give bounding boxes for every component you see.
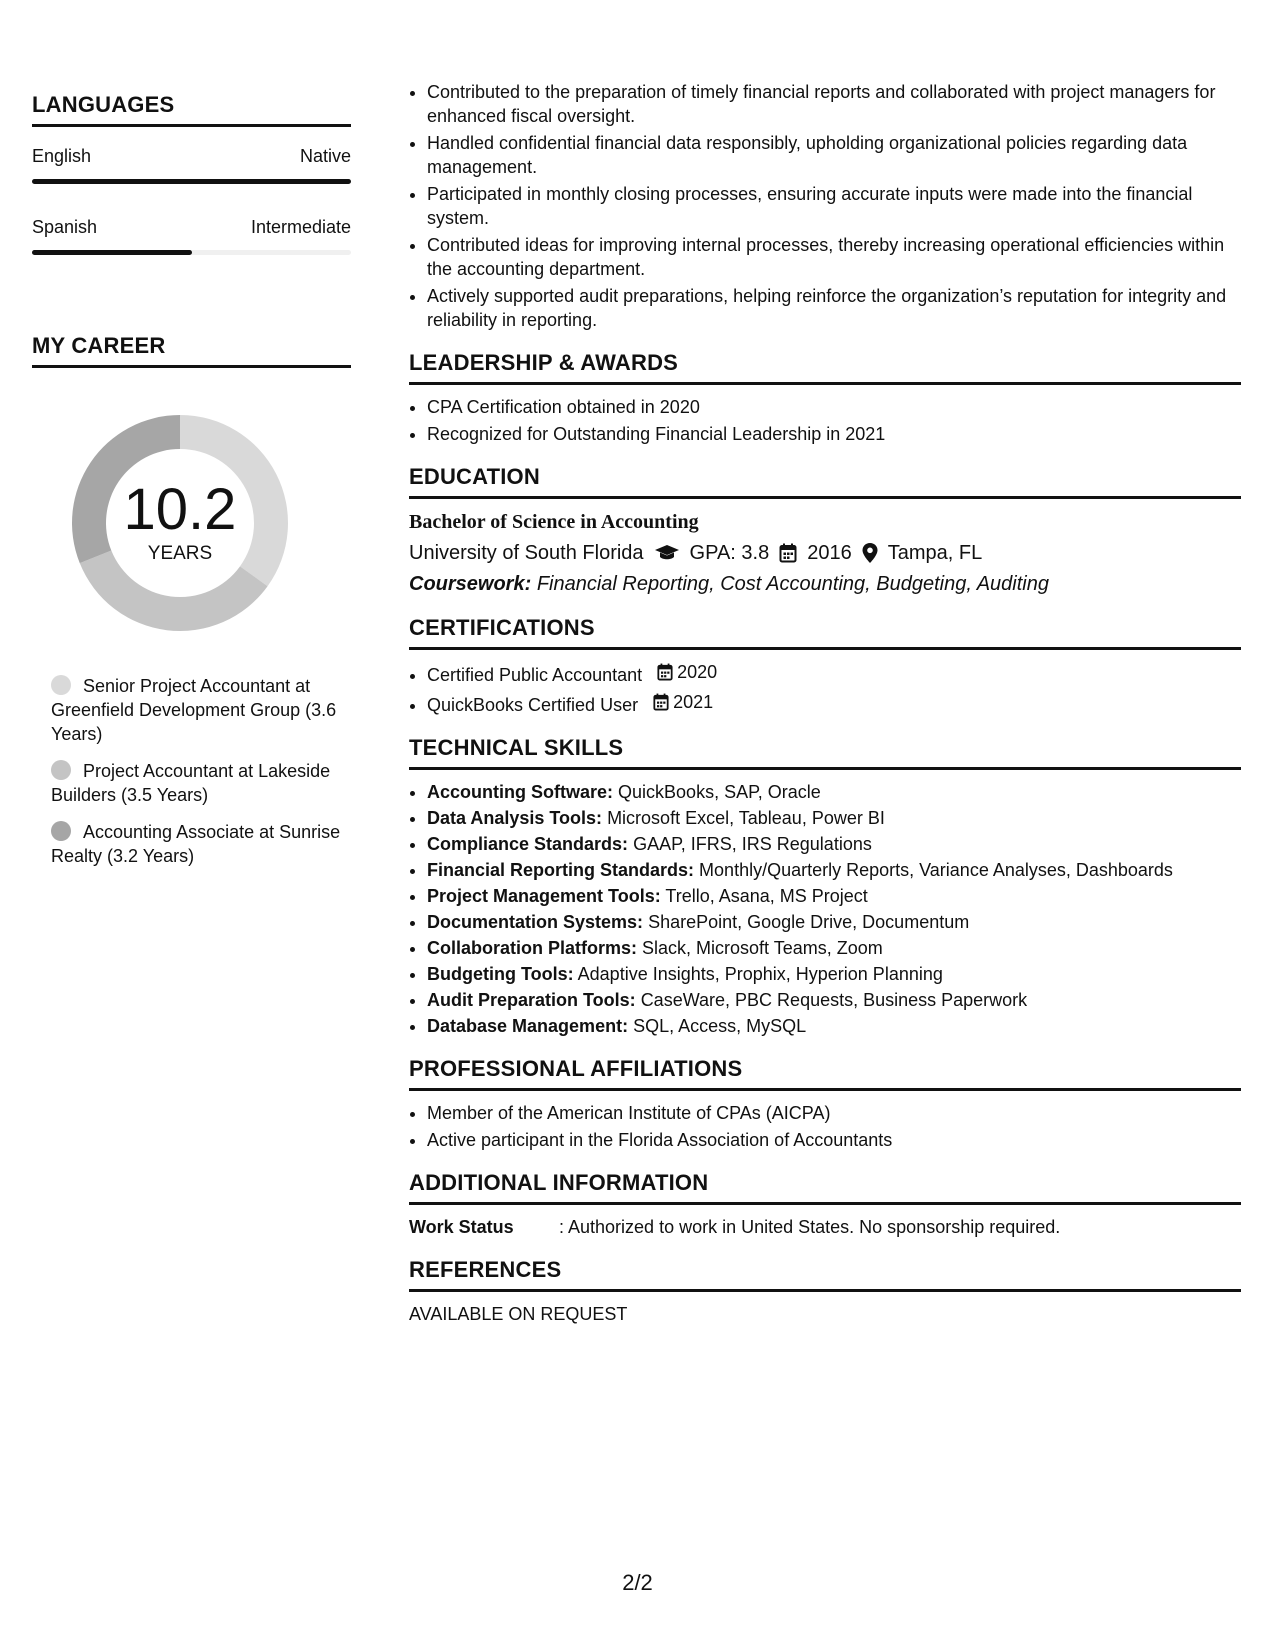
certification-year: 2020 — [677, 662, 718, 682]
experience-bullet: • Handled confidential financial data responsibly, upholding organizational policies regarding data management. — [427, 131, 1241, 179]
section-divider — [409, 1088, 1241, 1091]
skill-label: Collaboration Platforms: — [427, 938, 638, 958]
certification-item — [427, 660, 1241, 687]
experience-bullet: • Contributed to the preparation of timely financial reports and collaborated with project managers for enhanced fiscal oversight. — [427, 80, 1241, 128]
skill-label: Project Management Tools: — [427, 886, 661, 906]
graduation-cap-icon — [654, 544, 680, 562]
language-bar — [32, 179, 351, 184]
education-year: 2016 — [807, 542, 852, 564]
skill-item — [427, 936, 1241, 960]
skill-item — [427, 910, 1241, 934]
left-column — [32, 92, 351, 881]
skill-value: GAAP, IFRS, IRS Regulations — [633, 834, 872, 854]
experience-bullet: • Contributed ideas for improving internal processes, thereby increasing operational efficiencies within the accounting department. — [427, 233, 1241, 281]
language-name: Spanish — [32, 217, 98, 237]
experience-bullet: • Participated in monthly closing processes, ensuring accurate inputs were made into the financial system. — [427, 182, 1241, 230]
leadership-title: LEADERSHIP & AWARDS — [409, 350, 679, 375]
legend-item — [51, 674, 351, 746]
skill-value: Slack, Microsoft Teams, Zoom — [642, 938, 883, 958]
legend-swatch — [51, 675, 71, 695]
additional-title: ADDITIONAL INFORMATION — [409, 1170, 709, 1195]
references-text: AVAILABLE ON REQUEST — [409, 1304, 628, 1324]
skill-item — [427, 832, 1241, 856]
work-status-value: : Authorized to work in United States. No sponsorship required. — [559, 1217, 1061, 1237]
language-item — [32, 145, 351, 184]
legend-swatch — [51, 760, 71, 780]
certification-name: Certified Public Accountant — [427, 665, 643, 685]
calendar-icon — [779, 543, 797, 563]
skill-label: Financial Reporting Standards: — [427, 860, 695, 880]
education-section — [409, 464, 1241, 597]
skill-item — [427, 806, 1241, 830]
affiliations-title: PROFESSIONAL AFFILIATIONS — [409, 1056, 743, 1081]
right-column — [409, 80, 1241, 1326]
certification-item — [427, 690, 1241, 717]
skill-value: Trello, Asana, MS Project — [665, 886, 868, 906]
language-name: English — [32, 146, 92, 166]
section-divider — [32, 124, 351, 127]
education-gpa: GPA: 3.8 — [689, 542, 770, 564]
calendar-icon — [653, 693, 669, 711]
language-bar-fill — [32, 179, 351, 184]
references-section — [409, 1257, 1241, 1326]
career-total-years: 10.2 — [123, 477, 237, 542]
references-title: REFERENCES — [409, 1257, 562, 1282]
language-level: Native — [299, 146, 351, 166]
certifications-section — [409, 615, 1241, 717]
skill-item — [427, 962, 1241, 986]
career-title: MY CAREER — [32, 333, 166, 358]
experience-bullets — [409, 80, 1241, 332]
section-divider — [409, 382, 1241, 385]
experience-bullet: • Actively supported audit preparations, helping reinforce the organization’s reputation for integrity and reliability in reporting. — [427, 284, 1241, 332]
section-divider — [409, 767, 1241, 770]
certification-name: QuickBooks Certified User — [427, 695, 639, 715]
affiliation-item: • Member of the American Institute of CPAs (AICPA) — [427, 1101, 1241, 1125]
work-status-label: Work Status — [409, 1217, 514, 1237]
skill-value: Microsoft Excel, Tableau, Power BI — [607, 808, 885, 828]
skill-value: QuickBooks, SAP, Oracle — [618, 782, 821, 802]
career-years-unit: YEARS — [147, 543, 213, 564]
education-coursework — [409, 571, 1241, 597]
skill-item — [427, 884, 1241, 908]
skill-value: Monthly/Quarterly Reports, Variance Analyses, Dashboards — [699, 860, 1173, 880]
skill-label: Documentation Systems: — [427, 912, 644, 932]
legend-item — [51, 820, 351, 868]
legend-item — [51, 759, 351, 807]
skill-label: Database Management: — [427, 1016, 629, 1036]
section-divider — [32, 365, 351, 368]
section-divider — [409, 647, 1241, 650]
map-pin-icon — [862, 543, 878, 563]
skill-value: SharePoint, Google Drive, Documentum — [648, 912, 970, 932]
education-location: Tampa, FL — [887, 542, 983, 564]
languages-title: LANGUAGES — [32, 92, 175, 117]
leadership-item: • CPA Certification obtained in 2020 — [427, 395, 1241, 419]
skill-item — [427, 858, 1241, 882]
skills-title: TECHNICAL SKILLS — [409, 735, 624, 760]
leadership-item: • Recognized for Outstanding Financial Leadership in 2021 — [427, 422, 1241, 446]
skill-label: Data Analysis Tools: — [427, 808, 603, 828]
skill-item — [427, 1014, 1241, 1038]
calendar-icon — [657, 663, 673, 681]
education-title: EDUCATION — [409, 464, 540, 489]
career-donut-chart — [65, 408, 295, 638]
section-divider — [409, 1202, 1241, 1205]
certification-year: 2021 — [673, 692, 714, 712]
affiliations-section — [409, 1056, 1241, 1152]
certifications-title: CERTIFICATIONS — [409, 615, 595, 640]
leadership-section — [409, 350, 1241, 446]
skill-value: Adaptive Insights, Prophix, Hyperion Planning — [577, 964, 943, 984]
legend-label: Project Accountant at Lakeside Builders (3.5 Years) — [51, 761, 331, 805]
skills-section — [409, 735, 1241, 1038]
language-bar-fill — [32, 250, 192, 255]
legend-label: Accounting Associate at Sunrise Realty (3.2 Years) — [51, 822, 341, 866]
career-legend — [51, 674, 351, 868]
education-school: University of South Florida — [409, 542, 644, 564]
section-divider — [409, 496, 1241, 499]
education-degree: Bachelor of Science in Accounting — [409, 511, 699, 533]
additional-section — [409, 1170, 1241, 1239]
skill-value: CaseWare, PBC Requests, Business Paperwork — [640, 990, 1028, 1010]
legend-label: Senior Project Accountant at Greenfield Development Group (3.6 Years) — [51, 676, 337, 744]
coursework-label: Coursework: — [409, 573, 532, 595]
skill-value: SQL, Access, MySQL — [633, 1016, 807, 1036]
skill-label: Budgeting Tools: — [427, 964, 574, 984]
section-divider — [409, 1289, 1241, 1292]
legend-swatch — [51, 821, 71, 841]
coursework-list: Financial Reporting, Cost Accounting, Budgeting, Auditing — [536, 573, 1049, 595]
skill-item — [427, 780, 1241, 804]
skill-item — [427, 988, 1241, 1012]
language-level: Intermediate — [250, 217, 351, 237]
skill-label: Audit Preparation Tools: — [427, 990, 636, 1010]
skill-label: Accounting Software: — [427, 782, 614, 802]
skill-label: Compliance Standards: — [427, 834, 629, 854]
language-bar — [32, 250, 351, 255]
language-item — [32, 216, 351, 255]
affiliation-item: • Active participant in the Florida Association of Accountants — [427, 1128, 1241, 1152]
page-number: 2/2 — [622, 1570, 653, 1595]
